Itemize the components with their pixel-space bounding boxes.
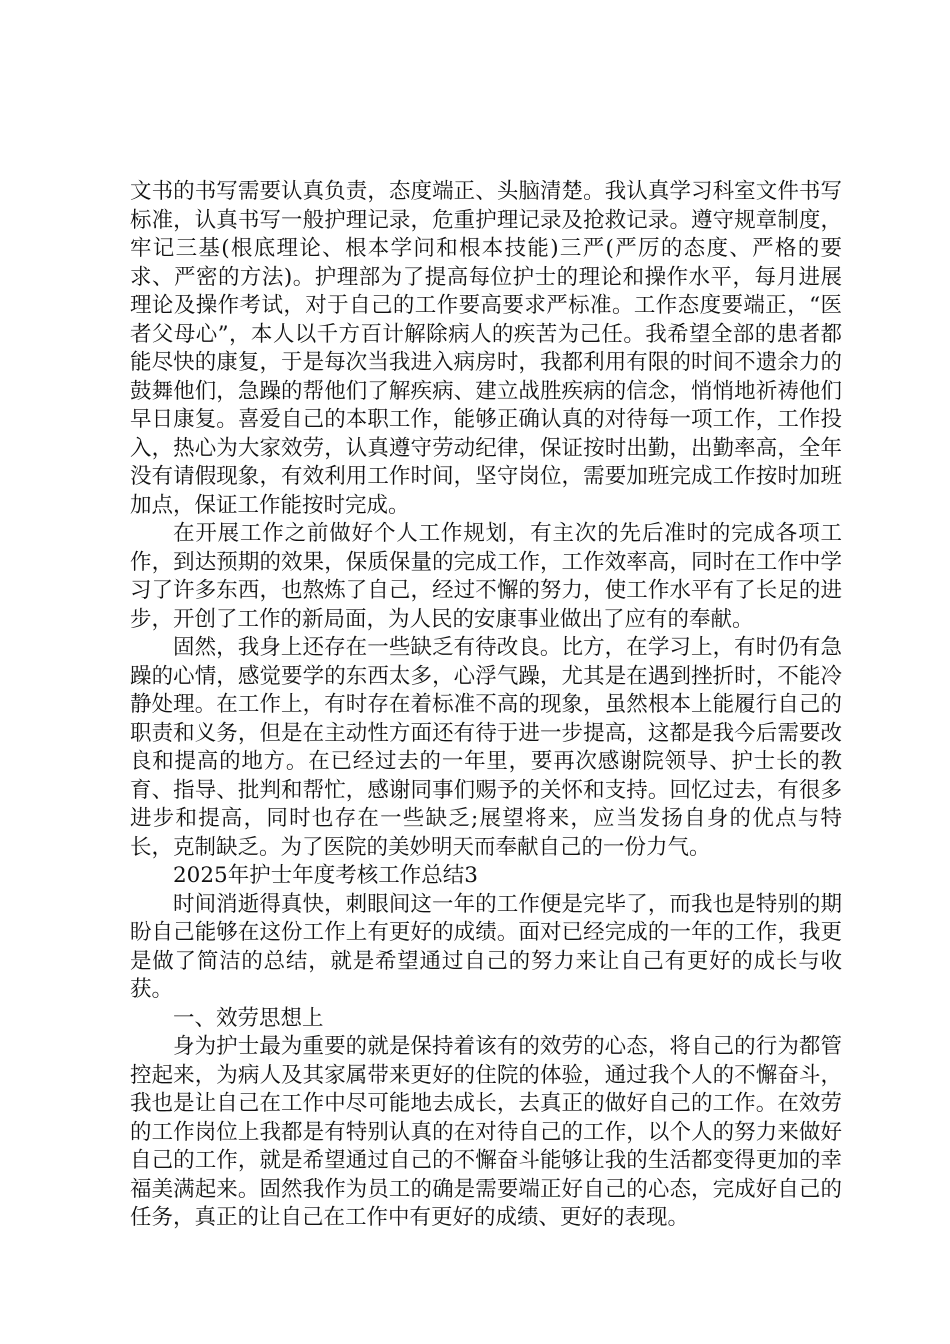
subheading-service-thinking: 一、效劳思想上 bbox=[173, 1005, 324, 1031]
paragraph-shortcomings: 固然，我身上还存在一些缺乏有待改良。比方，在学习上，有时仍有急躁的心情，感觉要学的东西太多，心浮气躁，尤其是在遇到挫折时，不能冷静处理。在工作上，有时存在着标准不高的现象，虽然根本上能履行自己的职责和义务，但是在主动性方面还有待于进一步提高，这都是我今后需要改良和提高的地方。在已经过去的一年里，要再次感谢院领导、护士长的教育、指导、批判和帮忙，感谢同事们赐予的关怀和支持。回忆过去，有很多进步和提高，同时也存在一些缺乏;展望将来，应当发扬自身的优点与特长，克制缺乏。为了医院的美妙明天而奉献自己的一份力气。 bbox=[130, 635, 842, 860]
paragraph-work-planning: 在开展工作之前做好个人工作规划，有主次的先后准时的完成各项工作，到达预期的效果，保质保量的完成工作，工作效率高，同时在工作中学习了许多东西，也熬炼了自己，经过不懈的努力，使工作水平有了长足的进步，开创了工作的新局面，为人民的安康事业做出了应有的奉献。 bbox=[130, 521, 842, 632]
paragraph-service-attitude: 身为护士最为重要的就是保持着该有的效劳的心态，将自己的行为都管控起来，为病人及其家属带来更好的住院的体验，通过我个人的不懈奋斗，我也是让自己在工作中尽可能地去成长，去真正的做好自己的工作。在效劳的工作岗位上我都是有特别认真的在对待自己的工作，以个人的努力来做好自己的工作，就是希望通过自己的不懈奋斗能够让我的生活都变得更加的幸福美满起来。固然我作为员工的确是需要端正好自己的心态，完成好自己的任务，真正的让自己在工作中有更好的成绩、更好的表现。 bbox=[130, 1034, 842, 1230]
document-body bbox=[130, 178, 842, 1233]
paragraph-year-intro: 时间消逝得真快，刺眼间这一年的工作便是完毕了，而我也是特别的期盼自己能够在这份工作上有更好的成绩。面对已经完成的一年的工作，我更是做了简洁的总结，就是希望通过自己的努力来让自己有更好的成长与收获。 bbox=[130, 891, 842, 1002]
section-heading-summary-3: 2025年护士年度考核工作总结3 bbox=[173, 863, 478, 888]
paragraph-record-writing: 文书的书写需要认真负责，态度端正、头脑清楚。我认真学习科室文件书写标准，认真书写一般护理记录，危重护理记录及抢救记录。遵守规章制度，牢记三基(根底理论、根本学问和根本技能)三严(严厉的态度、严格的要求、严密的方法)。护理部为了提高每位护士的理论和操作水平，每月进展理论及操作考试，对于自己的工作要高要求严标准。工作态度要端正，“医者父母心”，本人以千方百计解除病人的疾苦为己任。我希望全部的患者都能尽快的康复，于是每次当我进入病房时，我都利用有限的时间不遗余力的鼓舞他们，急躁的帮他们了解疾病、建立战胜疾病的信念，悄悄地祈祷他们早日康复。喜爱自己的本职工作，能够正确认真的对待每一项工作，工作投入，热心为大家效劳，认真遵守劳动纪律，保证按时出勤，出勤率高，全年没有请假现象，有效利用工作时间，坚守岗位，需要加班完成工作按时加班加点，保证工作能按时完成。 bbox=[130, 179, 842, 518]
